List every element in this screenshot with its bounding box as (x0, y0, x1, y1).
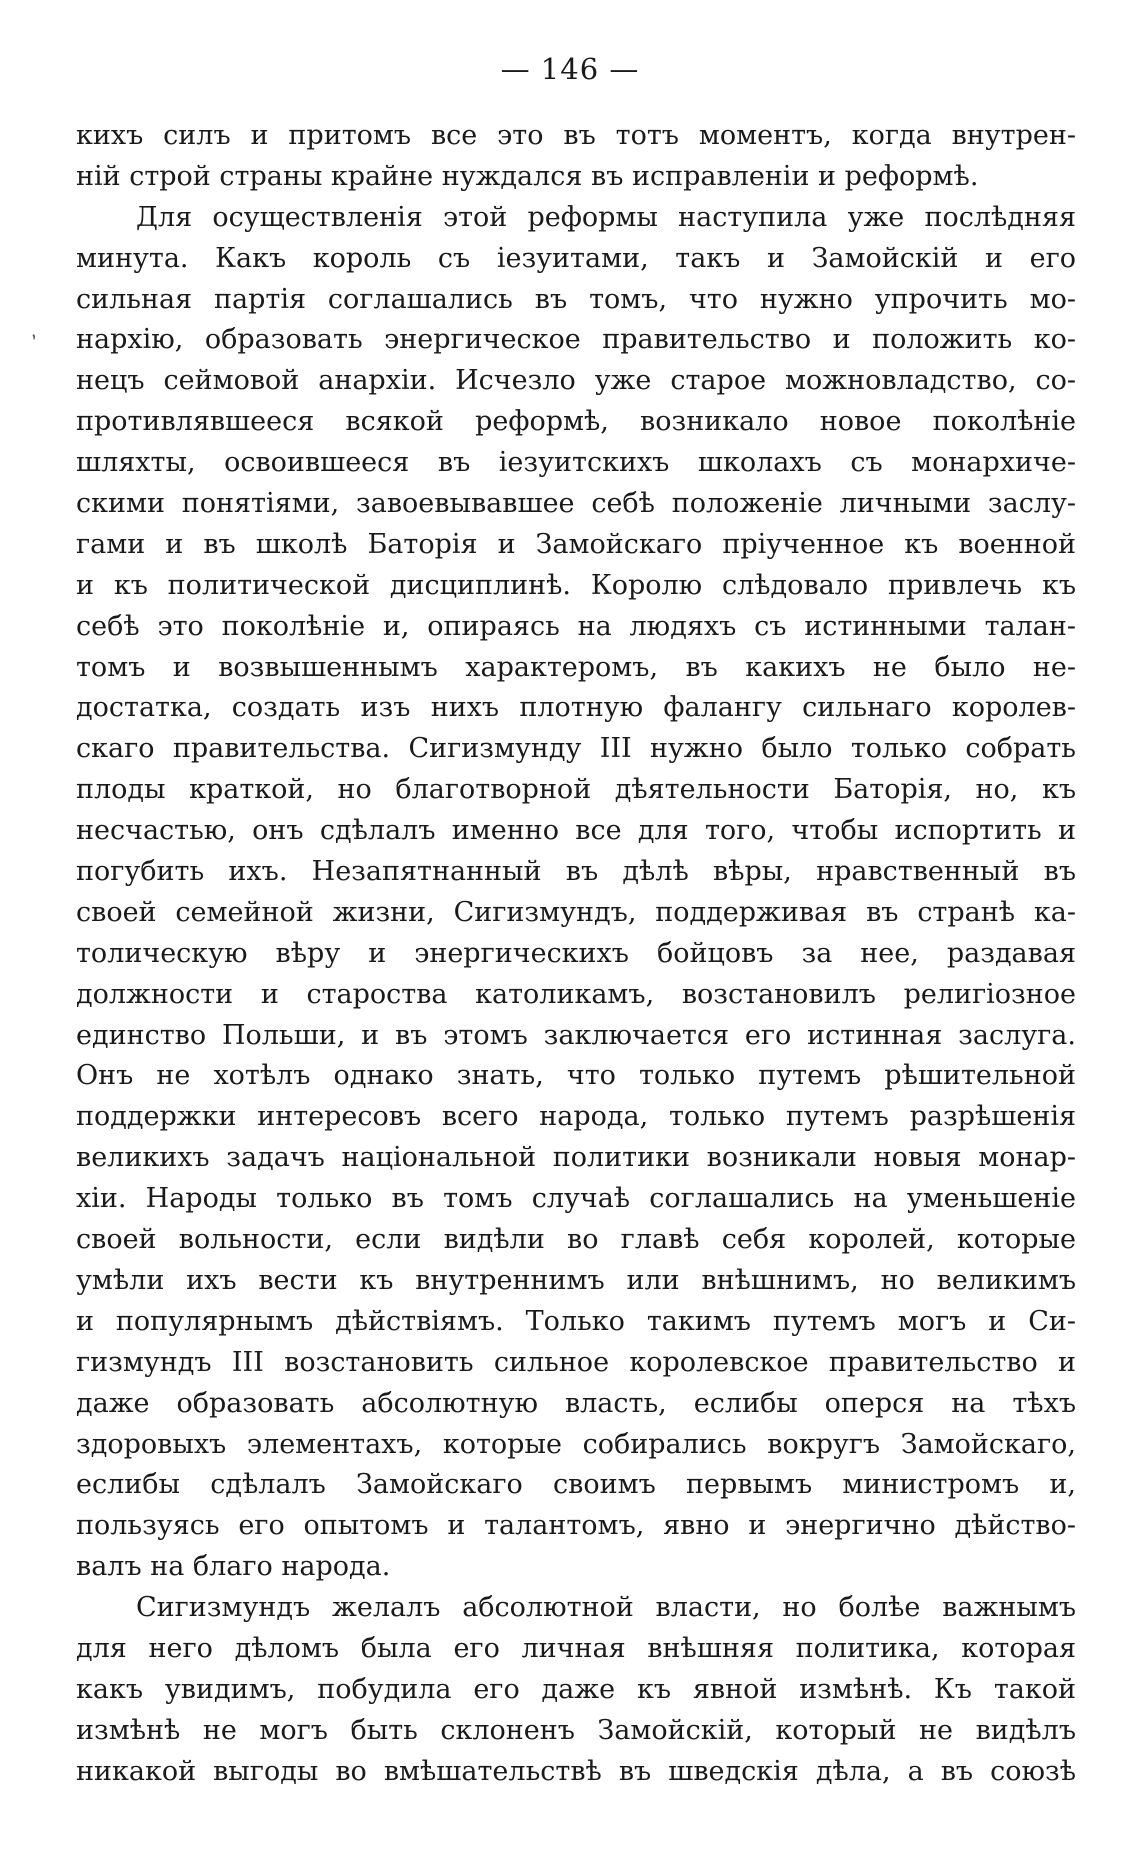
text-line: измѣнѣ не могъ быть склоненъ Замойскій, который не видѣлъ (76, 1714, 1076, 1746)
text-line: погубить ихъ. Незапятнанный въ дѣлѣ вѣры, нравственный въ (76, 856, 1076, 888)
text-line: должности и староства католикамъ, возстановилъ религіозное (76, 978, 1076, 1010)
text-line: несчастью, онъ сдѣлалъ именно все для того, чтобы испортить и (76, 815, 1076, 847)
text-line: умѣли ихъ вести къ внутреннимъ или внѣшнимъ, но великимъ (76, 1264, 1076, 1296)
body-text (76, 116, 1076, 1793)
text-line: скими понятіями, завоевывавшее себѣ положеніе личными заслу- (76, 488, 1076, 520)
text-line: ній строй страны крайне нуждался въ исправленіи и реформѣ. (76, 160, 979, 192)
text-line: валъ на благо народа. (76, 1551, 391, 1583)
text-line: какъ увидимъ, побудила его даже къ явной измѣнѣ. Къ такой (76, 1673, 1076, 1705)
text-line: никакой выгоды во вмѣшательствѣ въ шведскія дѣла, а въ союзѣ (76, 1755, 1076, 1787)
text-line: плоды краткой, но благотворной дѣятельности Баторія, но, къ (76, 774, 1076, 806)
text-line: Сигизмундъ желалъ абсолютной власти, но болѣе важнымъ (136, 1592, 1076, 1624)
text-line: великихъ задачъ національной политики возникали новыя монар- (76, 1142, 1076, 1174)
page-number: — 146 — (500, 52, 640, 86)
text-line: нархію, образовать энергическое правительство и положить ко- (76, 324, 1076, 356)
text-line: хіи. Народы только въ томъ случаѣ соглашались на уменьшеніе (76, 1183, 1076, 1215)
text-line: достатка, создать изъ нихъ плотную фалангу сильнаго королев- (76, 692, 1076, 724)
text-line: Для осуществленія этой реформы наступила уже послѣдняя (136, 201, 1076, 233)
text-line: шляхты, освоившееся въ іезуитскихъ школахъ съ монархиче- (76, 447, 1076, 479)
text-line: здоровыхъ элементахъ, которые собирались вокругъ Замойскаго, (76, 1428, 1076, 1460)
text-line: даже образовать абсолютную власть, еслибы оперся на тѣхъ (76, 1387, 1076, 1419)
text-line: единство Польши, и въ этомъ заключается его истинная заслуга. (76, 1019, 1076, 1051)
text-line: себѣ это поколѣніе и, опираясь на людяхъ съ истинными талан- (76, 610, 1076, 642)
text-line: и популярнымъ дѣйствіямъ. Только такимъ путемъ могъ и Си- (76, 1305, 1076, 1337)
text-line: Онъ не хотѣлъ однако знать, что только путемъ рѣшительной (76, 1060, 1076, 1092)
text-line: толическую вѣру и энергическихъ бойцовъ за нее, раздавая (76, 937, 1076, 969)
margin-pencil-mark: ʼ (27, 330, 45, 354)
text-line: минута. Какъ король съ іезуитами, такъ и Замойскій и его (76, 242, 1076, 274)
text-line: кихъ силъ и притомъ все это въ тотъ моментъ, когда внутрен- (76, 120, 1076, 151)
text-line: поддержки интересовъ всего народа, только путемъ разрѣшенія (76, 1101, 1076, 1133)
text-line: своей семейной жизни, Сигизмундъ, поддерживая въ странѣ ка- (76, 896, 1076, 928)
text-line: гизмундъ III возстановить сильное королевское правительство и (76, 1346, 1076, 1378)
text-line: еслибы сдѣлалъ Замойскаго своимъ первымъ министромъ и, (76, 1469, 1076, 1501)
text-line: нецъ сеймовой анархіи. Исчезло уже старое можновладство, со- (76, 365, 1076, 397)
text-line: и къ политической дисциплинѣ. Королю слѣдовало привлечь къ (76, 569, 1076, 601)
text-line: своей вольности, если видѣли во главѣ себя королей, которые (76, 1224, 1076, 1256)
text-line: томъ и возвышеннымъ характеромъ, въ какихъ не было не- (76, 651, 1076, 683)
text-line: скаго правительства. Сигизмунду III нужно было только собрать (76, 733, 1076, 765)
text-line: пользуясь его опытомъ и талантомъ, явно и энергично дѣйство- (76, 1510, 1076, 1542)
text-line: для него дѣломъ была его личная внѣшняя политика, которая (76, 1632, 1076, 1664)
text-line: противлявшееся всякой реформѣ, возникало новое поколѣніе (76, 406, 1076, 438)
text-line: сильная партія соглашались въ томъ, что нужно упрочить мо- (76, 283, 1076, 315)
text-line: гами и въ школѣ Баторія и Замойскаго пріученное къ военной (76, 528, 1076, 560)
